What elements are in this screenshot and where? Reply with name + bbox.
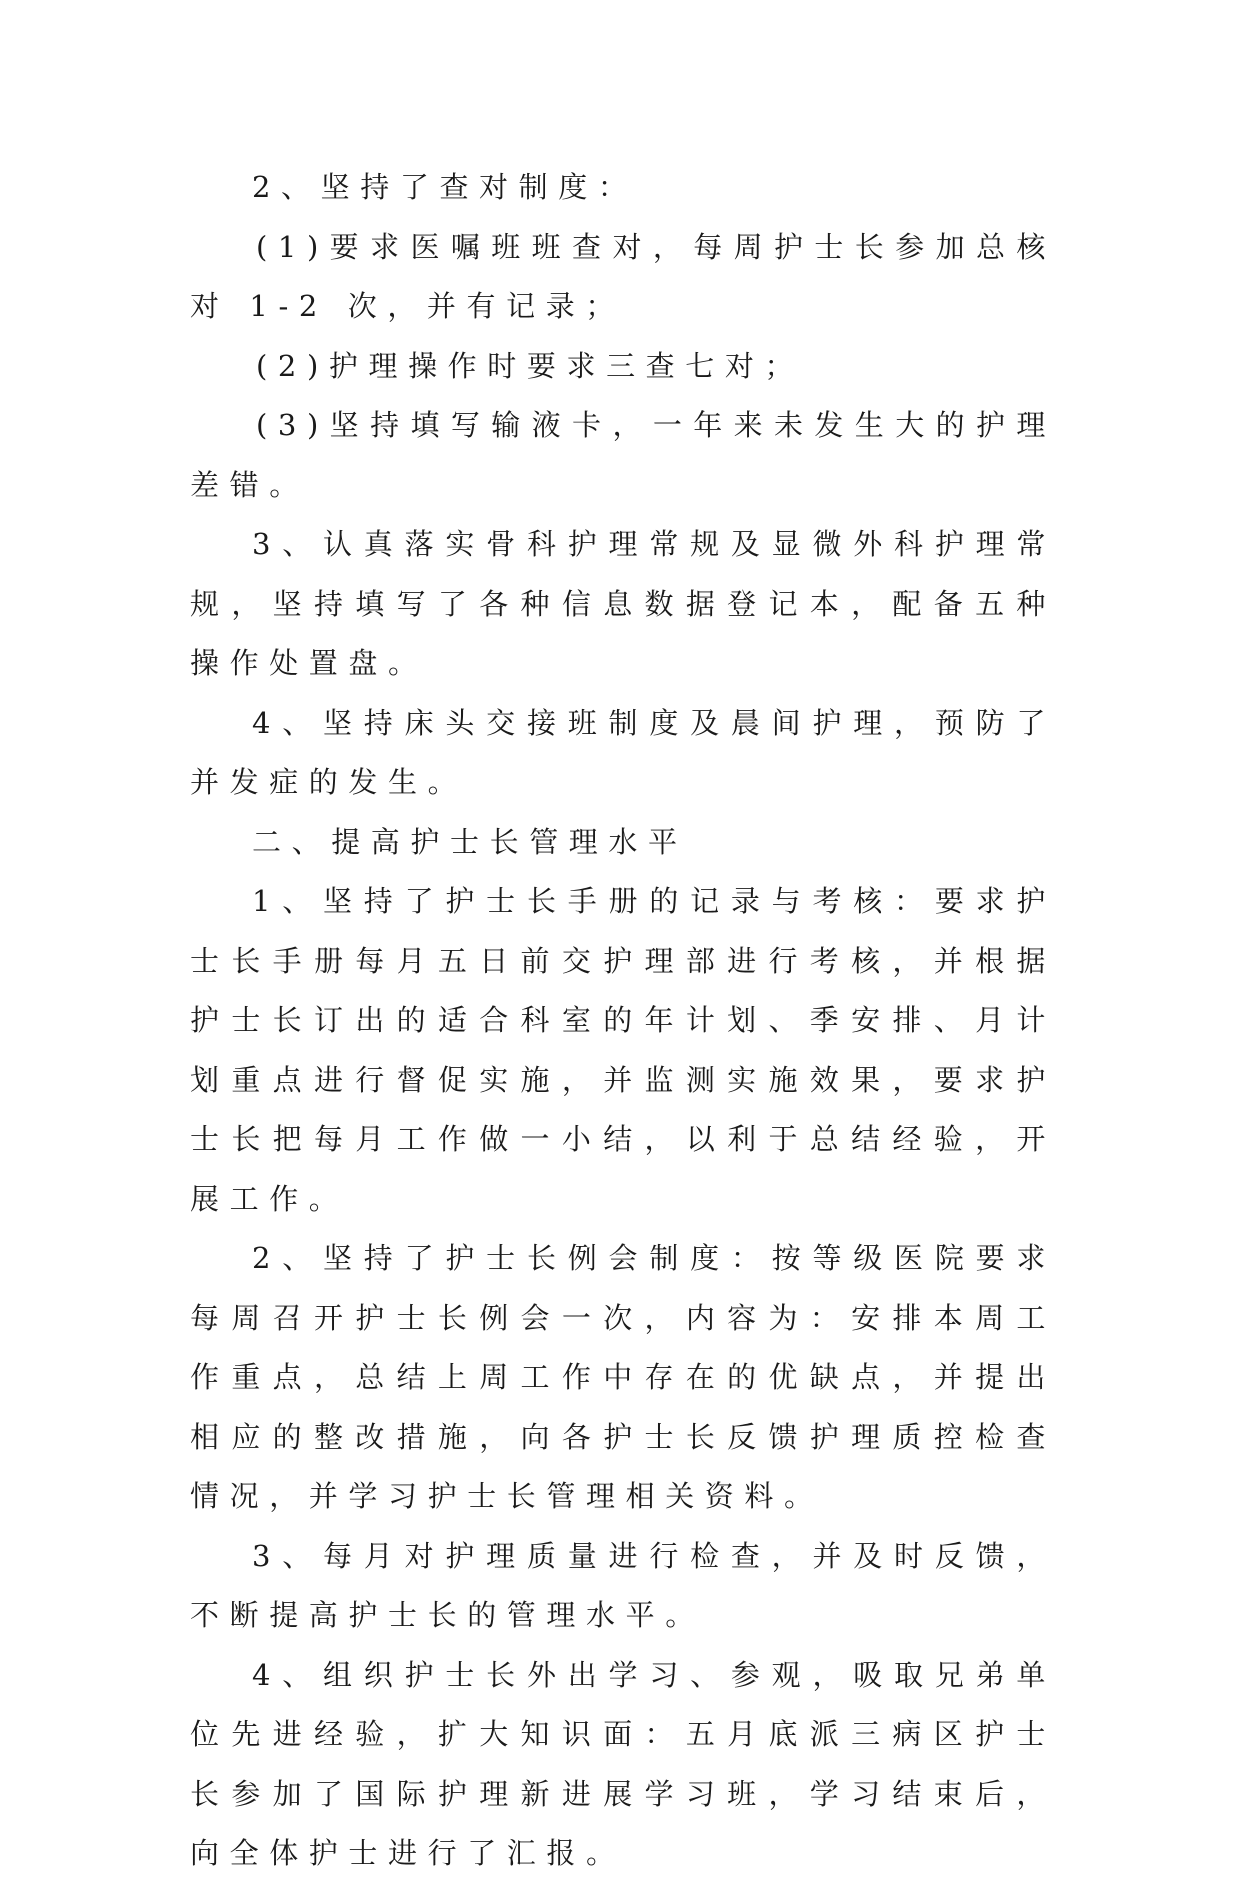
paragraph-head-nurse-handbook: 1、坚持了护士长手册的记录与考核：要求护士长手册每月五日前交护理部进行考核，并根据护士长订出的适合科室的年计划、季安排、月计划重点进行督促实施，并监测实施效果，要求护士长把每月工作做一小结，以利于总结经验，开展工作。	[190, 884, 1056, 1216]
paragraph-head-nurse-meeting: 2、坚持了护士长例会制度：按等级医院要求每周召开护士长例会一次，内容为：安排本周工作重点，总结上周工作中存在的优缺点，并提出相应的整改措施，向各护士长反馈护理质控检查情况，并学习护士长管理相关资料。	[190, 1241, 1056, 1513]
paragraph-external-learning: 4、组织护士长外出学习、参观，吸取兄弟单位先进经验，扩大知识面：五月底派三病区护士长参加了国际护理新进展学习班，学习结束后，向全体护士进行了汇报。	[190, 1657, 1056, 1870]
paragraph-checking-system: 2、坚持了查对制度：	[252, 170, 638, 204]
document-body	[190, 158, 1056, 1884]
paragraph-bedside-handover: 4、坚持床头交接班制度及晨间护理，预防了并发症的发生。	[190, 705, 1056, 799]
section-heading-management: 二、提高护士长管理水平	[252, 824, 688, 859]
paragraph-monthly-inspection: 3、每月对护理质量进行检查，并及时反馈，不断提高护士长的管理水平。	[190, 1538, 1056, 1632]
paragraph-orthopedic-care: 3、认真落实骨科护理常规及显微外科护理常规，坚持填写了各种信息数据登记本，配备五种操作处置盘。	[190, 527, 1056, 680]
paragraph-checking-item-3: (3)坚持填写输液卡，一年来未发生大的护理差错。	[190, 408, 1056, 502]
paragraph-checking-item-1: (1)要求医嘱班班查对，每周护士长参加总核对 1-2 次，并有记录；	[190, 229, 1056, 323]
paragraph-checking-item-2: (2)护理操作时要求三查七对；	[256, 348, 805, 383]
